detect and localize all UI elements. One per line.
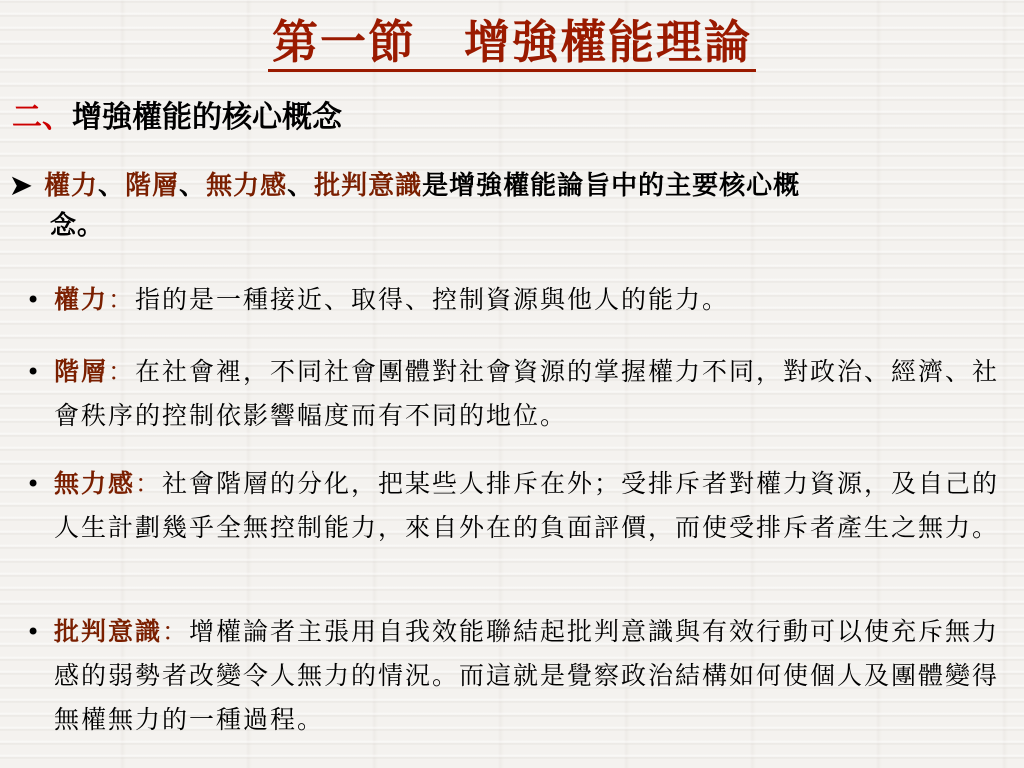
bullet-description: 指的是一種接近、取得、控制資源與他人的能力。 — [135, 285, 730, 314]
section-heading-text: 增強權能的核心概念 — [72, 100, 342, 135]
bullet-item-critical-consciousness — [26, 610, 1016, 742]
bullet-item-power — [26, 278, 1016, 322]
bullet-colon: ： — [135, 469, 163, 498]
section-number: 二、 — [12, 100, 72, 135]
intro-text-line2: 念。 — [50, 211, 105, 241]
slide-title-text: 第一節 增強權能理論 — [268, 15, 756, 72]
intro-paragraph — [10, 166, 1010, 246]
intro-separator: 、 — [98, 171, 126, 201]
bullet-description: 社會階層的分化，把某些人排斥在外；受排斥者對權力資源，及自己的人生計劃幾乎全無控制能力，來自外在的負面評價，而使受排斥者產生之無力。 — [54, 469, 1000, 542]
intro-separator: 、 — [287, 171, 315, 201]
bullet-text — [26, 350, 1016, 438]
bullet-dot-icon: • — [26, 358, 43, 386]
bullet-term: 批判意識 — [54, 617, 163, 646]
bullet-text — [26, 610, 1016, 742]
bullet-colon: ： — [108, 285, 136, 314]
intro-separator: 、 — [179, 171, 207, 201]
bullet-term: 權力 — [54, 285, 109, 314]
bullet-text — [26, 462, 1016, 550]
bullet-text — [26, 278, 1016, 322]
bullet-dot-icon: • — [26, 286, 43, 314]
bullet-item-hierarchy — [26, 350, 1016, 438]
bullet-colon: ： — [108, 357, 136, 386]
slide-title — [0, 12, 1024, 72]
intro-term-powerlessness: 無力感 — [206, 171, 288, 201]
bullet-description: 增權論者主張用自我效能聯結起批判意識與有效行動可以使充斥無力感的弱勢者改變令人無力的情況。而這就是覺察政治結構如何使個人及團體變得無權無力的一種過程。 — [54, 617, 1000, 734]
arrow-bullet-icon: ➤ — [10, 171, 33, 201]
section-heading — [12, 96, 342, 140]
bullet-dot-icon: • — [26, 618, 43, 646]
bullet-item-powerlessness — [26, 462, 1016, 550]
intro-term-hierarchy: 階層 — [125, 171, 180, 201]
intro-text-line1: 是增強權能論旨中的主要核心概 — [422, 171, 801, 201]
bullet-dot-icon: • — [26, 470, 43, 498]
intro-term-critical-consciousness: 批判意識 — [314, 171, 423, 201]
bullet-description: 在社會裡，不同社會團體對社會資源的掌握權力不同，對政治、經濟、社會秩序的控制依影響幅度而有不同的地位。 — [54, 357, 1000, 430]
bullet-term: 階層 — [54, 357, 109, 386]
bullet-colon: ： — [162, 617, 190, 646]
bullet-term: 無力感 — [54, 469, 136, 498]
intro-term-power: 權力 — [44, 171, 99, 201]
